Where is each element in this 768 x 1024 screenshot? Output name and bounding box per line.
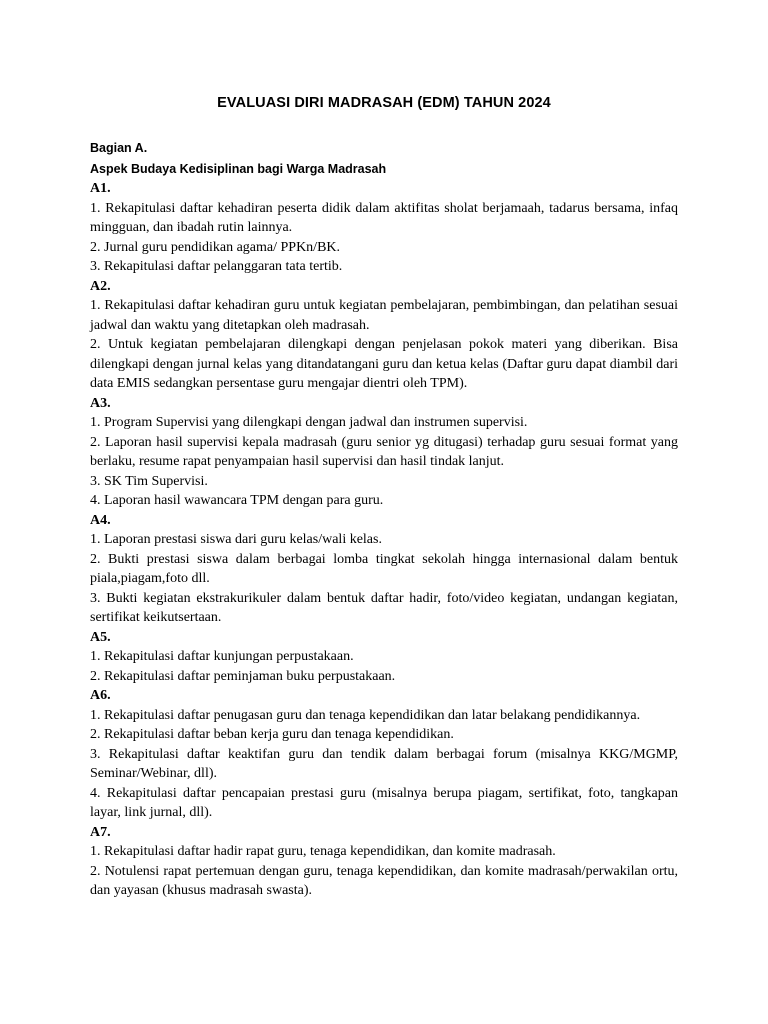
section-a5: [90, 628, 678, 687]
list-item: 2. Untuk kegiatan pembelajaran dilengkapi dengan penjelasan pokok materi yang diberikan. Bisa dilengkapi dengan jurnal kelas yang ditandatangani guru dan ketua kelas (Daftar guru dapat diambil dari data EMIS sedangkan persentase guru mengajar dientri oleh TPM).: [90, 337, 678, 391]
list-item: 1. Laporan prestasi siswa dari guru kelas/wali kelas.: [90, 532, 382, 547]
section-a4: [90, 511, 678, 628]
list-item: 2. Notulensi rapat pertemuan dengan guru, tenaga kependidikan, dan komite madrasah/perwakilan ortu, dan yayasan (khusus madrasah swasta).: [90, 863, 678, 898]
section-a7: [90, 823, 678, 901]
section-code: A7.: [90, 824, 111, 840]
list-item: 3. Bukti kegiatan ekstrakurikuler dalam bentuk daftar hadir, foto/video kegiatan, undangan kegiatan, sertifikat keikutsertaan.: [90, 590, 678, 625]
section-a6: [90, 686, 678, 823]
list-item: 2. Bukti prestasi siswa dalam berbagai lomba tingkat sekolah hingga internasional dalam bentuk piala,piagam,foto dll.: [90, 551, 678, 586]
list-item: 1. Program Supervisi yang dilengkapi dengan jadwal dan instrumen supervisi.: [90, 415, 528, 430]
list-item: 2. Rekapitulasi daftar beban kerja guru dan tenaga kependidikan.: [90, 727, 454, 742]
document-page: [90, 93, 678, 901]
part-label: Bagian A.: [90, 141, 148, 155]
list-item: 1. Rekapitulasi daftar hadir rapat guru, tenaga kependidikan, dan komite madrasah.: [90, 844, 556, 859]
list-item: 3. SK Tim Supervisi.: [90, 473, 208, 489]
list-item: 1. Rekapitulasi daftar kunjungan perpustakaan.: [90, 649, 354, 664]
section-a3: [90, 394, 678, 511]
section-code: A4.: [90, 512, 111, 528]
section-code: A5.: [90, 629, 111, 645]
list-item: 4. Rekapitulasi daftar pencapaian prestasi guru (misalnya berupa piagam, sertifikat, foto, tangkapan layar, link jurnal, dll).: [90, 785, 678, 820]
sections-list: [90, 179, 678, 901]
list-item: 2. Rekapitulasi daftar peminjaman buku perpustakaan.: [90, 668, 396, 684]
list-item: 4. Laporan hasil wawancara TPM dengan para guru.: [90, 493, 384, 508]
section-a1: [90, 179, 678, 277]
list-item: 2. Laporan hasil supervisi kepala madrasah (guru senior yg ditugasi) terhadap guru sesuai format yang berlaku, resume rapat penyampaian hasil supervisi dan hasil tindak lanjut.: [90, 434, 678, 469]
list-item: 1. Rekapitulasi daftar kehadiran guru untuk kegiatan pembelajaran, pembimbingan, dan pelatihan sesuai jadwal dan waktu yang ditetapkan oleh madrasah.: [90, 298, 678, 333]
section-code: A1.: [90, 181, 111, 196]
section-a2: [90, 277, 678, 394]
list-item: 1. Rekapitulasi daftar kehadiran peserta didik dalam aktifitas sholat berjamaah, tadarus bersama, infaq mingguan, dan ibadah rutin lainnya.: [90, 200, 678, 235]
list-item: 2. Jurnal guru pendidikan agama/ PPKn/BK.: [90, 239, 341, 255]
document-title: EVALUASI DIRI MADRASAH (EDM) TAHUN 2024: [217, 95, 551, 111]
list-item: 1. Rekapitulasi daftar penugasan guru dan tenaga kependidikan dan latar belakang pendidikannya.: [90, 707, 641, 723]
part-subtitle: Aspek Budaya Kedisiplinan bagi Warga Madrasah: [90, 162, 387, 176]
list-item: 3. Rekapitulasi daftar keaktifan guru dan tendik dalam berbagai forum (misalnya KKG/MGMP, Seminar/Webinar, dll).: [90, 746, 678, 781]
section-code: A2.: [90, 278, 111, 294]
list-item: 3. Rekapitulasi daftar pelanggaran tata tertib.: [90, 259, 343, 274]
section-code: A3.: [90, 395, 111, 411]
section-code: A6.: [90, 688, 111, 703]
